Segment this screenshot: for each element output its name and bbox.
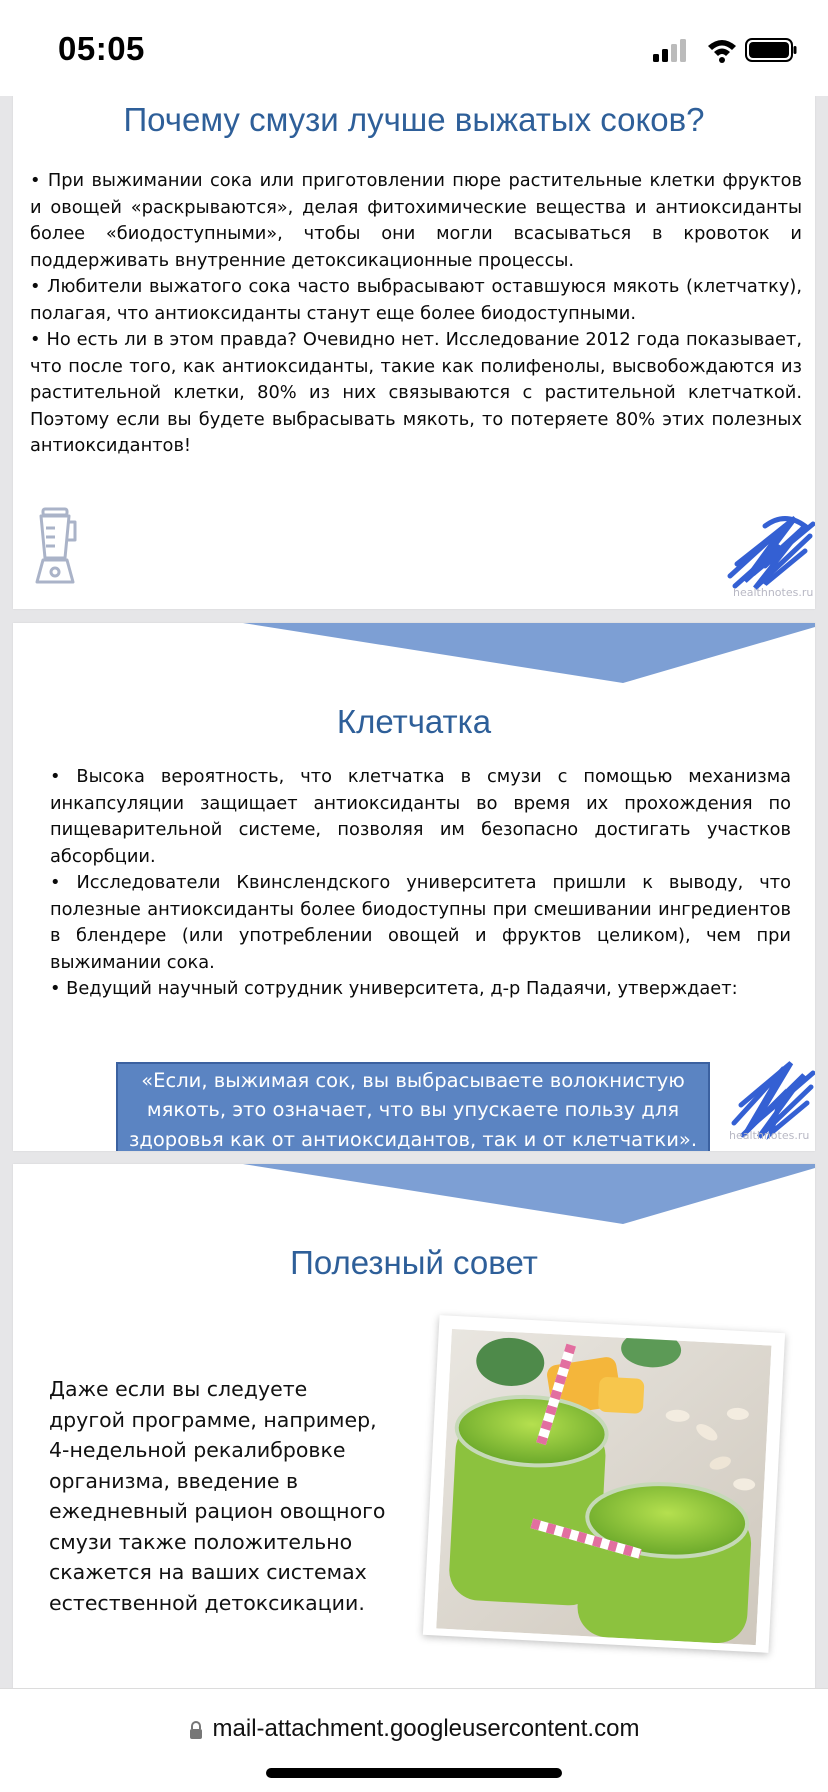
paragraph: • Высока вероятность, что клетчатка в смузи с помощью механизма инкапсуляции защищает антиоксиданты во время их прохождения по пищеварительной системе, позволяя им безопасно достигать участков абсорбции. [50,766,791,867]
smoothie-photo [423,1315,785,1653]
signal-icon [653,39,686,62]
paragraph: • Любители выжатого сока часто выбрасывают оставшуюся мякоть (клетчатку), полагая, что антиоксиданты станут еще более биодоступными. [30,276,802,324]
watermark: healthnotes.ru [729,1129,810,1142]
slide-body [50,764,791,1003]
slide-fiber [13,623,815,1151]
slide-title: Клетчатка [336,703,492,740]
slide-banner [13,623,815,685]
slide-body [30,168,802,460]
slide-smoothie-vs-juice [13,96,815,609]
paragraph: • Ведущий научный сотрудник университета, д-р Падаячи, утверждает: [50,978,738,999]
paragraph: • При выжимании сока или приготовлении пюре растительные клетки фруктов и овощей «раскрываются», делая фитохимические вещества и антиоксиданты более «биодоступными», чтобы они могли всасываться в кровоток и поддерживать внутренние детоксикационные процессы. [30,170,802,271]
address-bar[interactable] [0,1715,828,1743]
wifi-icon [708,40,736,63]
lock-icon [189,1721,203,1739]
status-bar [0,0,828,96]
quote-text: «Если, выжимая сок, вы выбрасываете волокнистую мякоть, это означает, что вы упускаете пользу для здоровья как от антиоксидантов, так и от клетчатки». [128,1068,698,1151]
tip-text: Даже если вы следуете другой программе, например, 4-недельной рекалибровке организма, введение в ежедневный рацион овощного смузи также положительно скажется на ваших системах естественной детоксикации. [49,1377,386,1615]
slide-banner [13,1164,815,1226]
slide-title: Почему смузи лучше выжатых соков? [123,101,705,138]
quote-box [116,1062,710,1151]
slide-title: Полезный совет [290,1244,538,1281]
watermark: healthnotes.ru [733,586,814,599]
blender-icon [35,506,79,586]
paragraph: • Но есть ли в этом правда? Очевидно нет. Исследование 2012 года показывает, что после того, как антиоксиданты, такие как полифенолы, высвобождаются из растительной клетки, 80% из них связываются с растительной клетчаткой. Поэтому если вы будете выбрасывать мякоть, то потеряете 80% этих полезных антиоксидантов! [30,329,802,456]
url-text[interactable]: mail-attachment.googleusercontent.com [212,1715,640,1742]
scribble-mark [729,1053,815,1141]
status-time: 05:05 [58,30,145,67]
browser-bottom-bar [0,1688,828,1792]
slide-useful-tip [13,1164,815,1688]
battery-icon [746,39,797,61]
home-indicator[interactable] [266,1768,562,1778]
page-content[interactable] [0,96,828,1688]
status-icons [628,36,798,64]
paragraph: • Исследователи Квинслендского университета пришли к выводу, что полезные антиоксиданты более биодоступны при смешивании ингредиентов в блендере (или употреблении овощей и фруктов целиком), чем при выжимании сока. [50,872,791,973]
scribble-mark [725,506,815,594]
